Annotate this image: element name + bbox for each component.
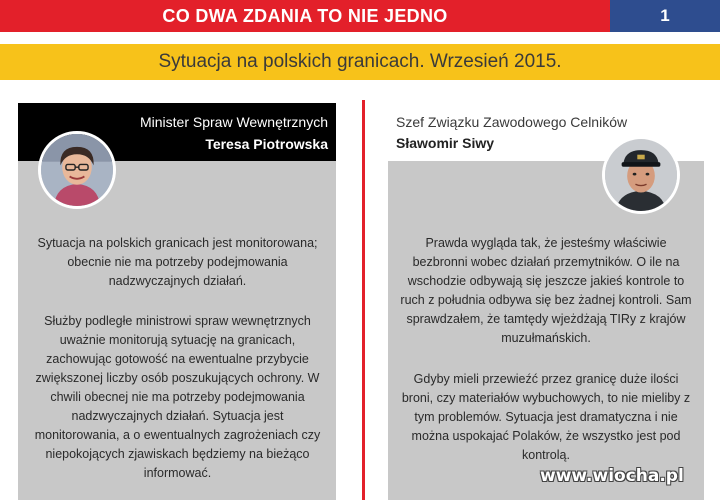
site-watermark: www.wiocha.pl [540, 466, 684, 486]
left-quote-paragraph-2: Służby podległe ministrowi spraw wewnętrznych uważnie monitorują sytuację na granicach, zachowując gotowość na ewentualne przybycie zwiększonej liczby osób poszukujących ochrony. W chwili obecnej nie ma potrzeby podejmowania nadzwyczajnych działań. Sytuacja jest monitorowania, a o ewentualnych zagrożeniach czy niepokojących zjawiskach będziemy na bieżąco informować. [34, 314, 321, 480]
woman-portrait-icon [41, 134, 113, 206]
right-quote-paragraph-2: Gdyby mieli przewieźć przez granicę duże ilości broni, czy materiałów wybuchowych, to nie mieliby z tym problemów. Sytuacja jest dramatyczna i nie można uspokajać Polaków, że wszystko jest pod kontrolą. [401, 372, 691, 462]
left-quote-paragraph-1: Sytuacja na polskich granicach jest monitorowana; obecnie nie ma potrzeby podejmowania nadzwyczajnych działań. [37, 236, 318, 288]
right-speaker-photo [602, 136, 680, 214]
customs-officer-portrait-icon [605, 139, 677, 211]
page-number: 1 [610, 0, 720, 32]
right-speaker-name: Sławomir Siwy [396, 135, 495, 151]
right-speaker-role: Szef Związku Zawodowego Celników [396, 114, 628, 130]
subtitle-bar [0, 44, 720, 80]
center-divider [362, 100, 365, 500]
left-speaker-name: Teresa Piotrowska [205, 136, 328, 152]
left-speaker-role: Minister Spraw Wewnętrznych [139, 114, 328, 130]
right-quote-paragraph-1: Prawda wygląda tak, że jesteśmy właściwie bezbronni wobec działań przemytników. O ile na wschodzie odbywają się jeszcze jakieś kontrole to ruch z południa odbywa się bez żadnej kontroli. Sam sprawdzałem, że tamtędy wjeżdżają TIRy z krajów muzułmańskich. [400, 236, 692, 345]
banner-title: CO DWA ZDANIA TO NIE JEDNO [162, 6, 448, 26]
top-banner [0, 0, 720, 32]
subtitle: Sytuacja na polskich granicach. Wrzesień 2015. [158, 51, 562, 72]
left-speaker-photo [38, 131, 116, 209]
